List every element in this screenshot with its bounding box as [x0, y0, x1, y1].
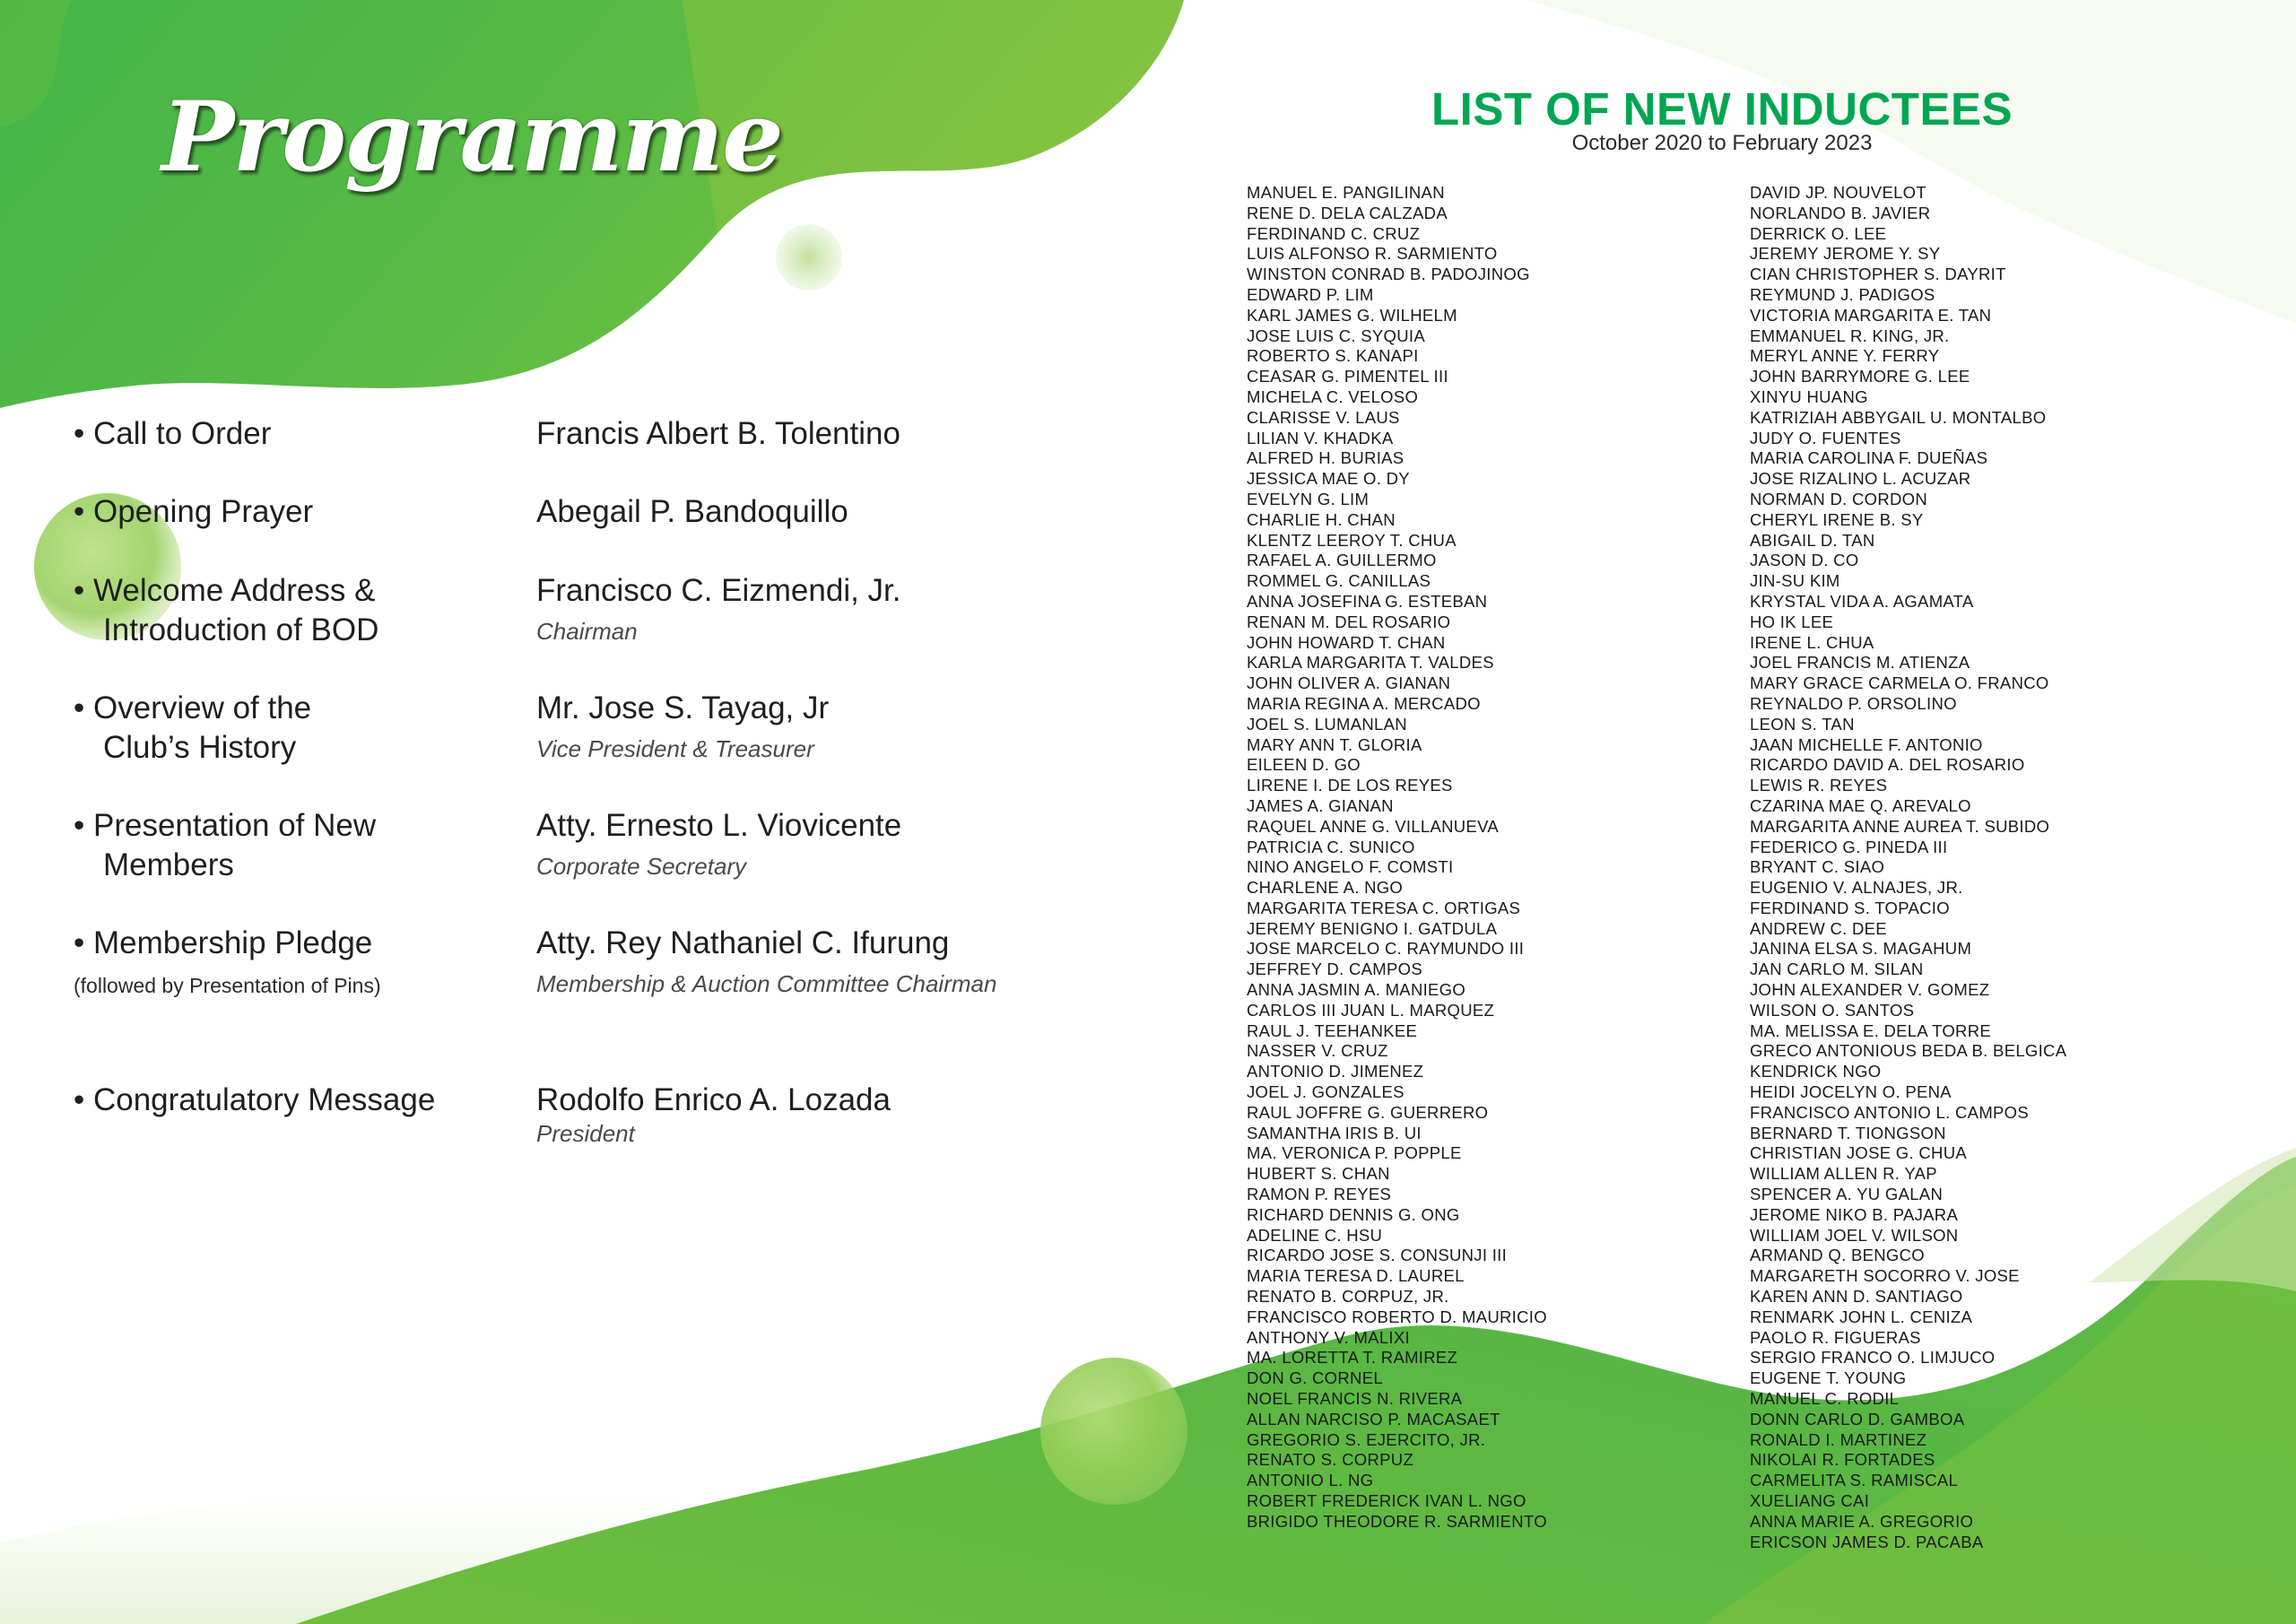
inductee-name: SAMANTHA IRIS B. UI: [1247, 1123, 1422, 1142]
inductee-name: REYMUND J. PADIGOS: [1750, 284, 1935, 304]
inductee-name: VICTORIA MARGARITA E. TAN: [1750, 305, 1992, 325]
inductee-name: JOEL FRANCIS M. ATIENZA: [1750, 653, 1970, 673]
inductee-name: CHERYL IRENE B. SY: [1750, 509, 1924, 529]
inductee-name: ERICSON JAMES D. PACABA: [1750, 1532, 1984, 1551]
inductee-name: JESSICA MAE O. DY: [1247, 469, 1410, 489]
programme-item-label: • Presentation of New: [74, 808, 377, 843]
inductee-name: DONN CARLO D. GAMBOA: [1750, 1409, 1965, 1429]
inductee-name: NIKOLAI R. FORTADES: [1750, 1450, 1935, 1470]
inductee-name: MARIA TERESA D. LAUREL: [1247, 1266, 1465, 1286]
programme-item-label: • Welcome Address &: [74, 573, 376, 608]
inductee-name: LILIAN V. KHADKA: [1247, 428, 1394, 447]
programme-speaker: Abegail P. Bandoquillo: [536, 494, 848, 529]
inductee-name: MARY GRACE CARMELA O. FRANCO: [1750, 673, 2049, 693]
programme-item-label: • Overview of the: [74, 690, 312, 725]
inductee-name: WILLIAM JOEL V. WILSON: [1750, 1225, 1959, 1245]
inductee-name: MANUEL C. RODIL: [1750, 1389, 1900, 1409]
inductee-name: CEASAR G. PIMENTEL III: [1247, 367, 1448, 386]
inductee-name: NINO ANGELO F. COMSTI: [1247, 857, 1454, 877]
programme-item-label: • Call to Order: [74, 416, 272, 451]
inductee-name: JOEL S. LUMANLAN: [1247, 714, 1407, 734]
programme-speaker: Mr. Jose S. Tayag, Jr: [536, 690, 830, 725]
inductees-title: LIST OF NEW INDUCTEES: [1431, 83, 2013, 135]
inductee-name: JOEL J. GONZALES: [1247, 1082, 1405, 1102]
inductee-name: FEDERICO G. PINEDA III: [1750, 837, 1948, 856]
inductee-name: XUELIANG CAI: [1750, 1491, 1870, 1510]
inductee-name: ROMMEL G. CANILLAS: [1247, 571, 1431, 591]
inductee-name: FERDINAND S. TOPACIO: [1750, 898, 1950, 917]
inductee-name: KATRIZIAH ABBYGAIL U. MONTALBO: [1750, 407, 2047, 427]
programme-item: [74, 806, 522, 885]
inductee-name: MARY ANN T. GLORIA: [1247, 734, 1422, 754]
inductee-name: JEREMY BENIGNO I. GATDULA: [1247, 918, 1498, 938]
inductee-name: ALFRED H. BURIAS: [1247, 448, 1405, 468]
inductee-name: JUDY O. FUENTES: [1750, 428, 1901, 447]
inductee-name: FRANCISCO ROBERTO D. MAURICIO: [1247, 1307, 1547, 1326]
programme-item: [74, 492, 522, 532]
inductee-name: HEIDI JOCELYN O. PENA: [1750, 1082, 1952, 1102]
inductee-name: CLARISSE V. LAUS: [1247, 407, 1400, 427]
programme-item-label: • Congratulatory Message: [74, 1082, 436, 1117]
inductee-name: SERGIO FRANCO O. LIMJUCO: [1750, 1348, 1996, 1368]
inductee-name: SPENCER A. YU GALAN: [1750, 1185, 1944, 1204]
inductee-name: ANDREW C. DEE: [1750, 918, 1887, 938]
inductee-name: EUGENIO V. ALNAJES, JR.: [1750, 878, 1963, 898]
inductee-name: RENATO B. CORPUZ, JR.: [1247, 1287, 1449, 1307]
inductee-name: RONALD I. MARTINEZ: [1750, 1429, 1927, 1449]
programme-speaker: Atty. Rey Nathaniel C. Ifurung: [536, 925, 950, 960]
programme-speaker: Francis Albert B. Tolentino: [536, 416, 900, 451]
programme-speaker-role: Vice President & Treasurer: [536, 735, 814, 762]
inductee-name: PAOLO R. FIGUERAS: [1750, 1327, 1921, 1347]
inductee-name: KARLA MARGARITA T. VALDES: [1247, 653, 1494, 673]
inductee-name: JIN-SU KIM: [1750, 571, 1840, 591]
inductee-name: ANTHONY V. MALIXI: [1247, 1327, 1410, 1347]
inductee-name: JANINA ELSA S. MAGAHUM: [1750, 939, 1972, 959]
inductee-name: CARLOS III JUAN L. MARQUEZ: [1247, 1000, 1495, 1020]
inductee-name: MA. VERONICA P. POPPLE: [1247, 1143, 1462, 1163]
inductee-name: CIAN CHRISTOPHER S. DAYRIT: [1750, 265, 2006, 284]
inductee-name: LEON S. TAN: [1750, 714, 1855, 734]
inductee-name: JAMES A. GIANAN: [1247, 795, 1394, 815]
inductee-name: RENATO S. CORPUZ: [1247, 1450, 1414, 1470]
inductee-name: RICARDO DAVID A. DEL ROSARIO: [1750, 755, 2025, 775]
programme-item-note: (followed by Presentation of Pins): [74, 974, 381, 997]
inductee-name: DON G. CORNEL: [1247, 1368, 1383, 1388]
inductee-name: CZARINA MAE Q. AREVALO: [1750, 795, 1971, 815]
inductee-name: JOSE MARCELO C. RAYMUNDO III: [1247, 939, 1525, 959]
inductee-name: LIRENE I. DE LOS REYES: [1247, 776, 1453, 795]
programme-speaker-role: President: [536, 1120, 635, 1147]
inductee-name: RICHARD DENNIS G. ONG: [1247, 1204, 1460, 1224]
inductee-name: WILLIAM ALLEN R. YAP: [1750, 1164, 1937, 1184]
programme-item-label-continued: Introduction of BOD: [103, 612, 379, 647]
inductee-name: FERDINAND C. CRUZ: [1247, 223, 1421, 243]
programme-speaker-role: Chairman: [536, 618, 638, 645]
inductee-name: CHRISTIAN JOSE G. CHUA: [1750, 1143, 1967, 1163]
programme-item: [74, 924, 522, 963]
inductees-subtitle: October 2020 to February 2023: [1571, 131, 1873, 155]
programme-item-label: • Opening Prayer: [74, 494, 314, 529]
inductee-name: NOEL FRANCIS N. RIVERA: [1247, 1389, 1463, 1409]
inductee-name: GREGORIO S. EJERCITO, JR.: [1247, 1429, 1486, 1449]
inductees-list-right: [1750, 183, 2066, 1552]
inductee-name: JOHN ALEXANDER V. GOMEZ: [1750, 980, 1990, 1000]
inductee-name: NORMAN D. CORDON: [1750, 489, 1928, 508]
inductee-name: JOSE LUIS C. SYQUIA: [1247, 326, 1425, 345]
inductee-name: RAMON P. REYES: [1247, 1185, 1392, 1204]
inductee-name: MERYL ANNE Y. FERRY: [1750, 346, 1940, 366]
programme-item: [74, 414, 522, 454]
programme-item: [74, 689, 522, 768]
inductee-name: XINYU HUANG: [1750, 386, 1868, 406]
inductee-name: ANNA MARIE A. GREGORIO: [1750, 1511, 1974, 1531]
programme-item-label-continued: Members: [103, 847, 234, 882]
inductee-name: JOHN OLIVER A. GIANAN: [1247, 673, 1451, 693]
inductee-name: ANTONIO D. JIMENEZ: [1247, 1062, 1424, 1081]
inductee-name: HO IK LEE: [1750, 612, 1834, 631]
inductee-name: KENDRICK NGO: [1750, 1062, 1882, 1081]
inductee-name: CHARLIE H. CHAN: [1247, 509, 1396, 529]
inductee-name: LEWIS R. REYES: [1750, 776, 1888, 795]
inductee-name: CHARLENE A. NGO: [1247, 878, 1404, 898]
inductee-name: BERNARD T. TIONGSON: [1750, 1123, 1946, 1142]
inductee-name: FRANCISCO ANTONIO L. CAMPOS: [1750, 1102, 2030, 1122]
programme-speaker: Atty. Ernesto L. Viovicente: [536, 808, 902, 843]
inductees-list-left: [1247, 183, 1547, 1533]
programme-item-label: • Membership Pledge: [74, 925, 373, 960]
inductee-name: KLENTZ LEEROY T. CHUA: [1247, 530, 1457, 550]
inductee-name: MARGARITA TERESA C. ORTIGAS: [1247, 898, 1521, 917]
inductee-name: WINSTON CONRAD B. PADOJINOG: [1247, 265, 1530, 284]
inductee-name: BRIGIDO THEODORE R. SARMIENTO: [1247, 1511, 1547, 1531]
inductee-name: IRENE L. CHUA: [1750, 632, 1874, 652]
inductee-name: JOSE RIZALINO L. ACUZAR: [1750, 469, 1971, 489]
inductee-name: MARIA CAROLINA F. DUEÑAS: [1750, 448, 1988, 468]
inductee-name: ROBERT FREDERICK IVAN L. NGO: [1247, 1491, 1526, 1510]
inductee-name: REYNALDO P. ORSOLINO: [1750, 693, 1957, 713]
inductee-name: JOHN HOWARD T. CHAN: [1247, 632, 1446, 652]
inductee-name: ADELINE C. HSU: [1247, 1225, 1383, 1245]
inductee-name: NORLANDO B. JAVIER: [1750, 203, 1931, 222]
programme-item: [74, 571, 522, 650]
programme-item-label-continued: Club’s History: [103, 730, 297, 765]
inductee-name: DERRICK O. LEE: [1750, 223, 1887, 243]
inductee-name: MARIA REGINA A. MERCADO: [1247, 693, 1481, 713]
inductee-name: JEFFREY D. CAMPOS: [1247, 960, 1422, 979]
inductee-name: MICHELA C. VELOSO: [1247, 386, 1419, 406]
inductee-name: RAUL JOFFRE G. GUERRERO: [1247, 1102, 1489, 1122]
inductee-name: ALLAN NARCISO P. MACASAET: [1247, 1409, 1500, 1429]
inductee-name: ARMAND Q. BENGCO: [1750, 1246, 1925, 1265]
inductee-name: MARGARETH SOCORRO V. JOSE: [1750, 1266, 2020, 1286]
inductee-name: EVELYN G. LIM: [1247, 489, 1370, 508]
inductee-name: RENMARK JOHN L. CENIZA: [1750, 1307, 1973, 1326]
inductee-name: RICARDO JOSE S. CONSUNJI III: [1247, 1246, 1508, 1265]
inductee-name: ROBERTO S. KANAPI: [1247, 346, 1419, 366]
inductee-name: RAUL J. TEEHANKEE: [1247, 1020, 1418, 1040]
inductee-name: RENAN M. DEL ROSARIO: [1247, 612, 1451, 631]
inductee-name: WILSON O. SANTOS: [1750, 1000, 1915, 1020]
inductee-name: KARL JAMES G. WILHELM: [1247, 305, 1457, 325]
inductee-name: EDWARD P. LIM: [1247, 284, 1374, 304]
inductee-name: KAREN ANN D. SANTIAGO: [1750, 1287, 1963, 1307]
inductee-name: CARMELITA S. RAMISCAL: [1750, 1471, 1959, 1490]
inductee-name: EILEEN D. GO: [1247, 755, 1361, 775]
programme-speaker: Francisco C. Eizmendi, Jr.: [536, 573, 901, 608]
programme-speaker-role: Membership & Auction Committee Chairman: [536, 970, 997, 997]
inductee-name: MANUEL E. PANGILINAN: [1247, 183, 1445, 202]
inductee-name: ABIGAIL D. TAN: [1750, 530, 1875, 550]
programme-speaker-role: Corporate Secretary: [536, 853, 747, 880]
inductee-name: HUBERT S. CHAN: [1247, 1164, 1390, 1184]
inductee-name: JAN CARLO M. SILAN: [1750, 960, 1924, 979]
inductee-name: JAAN MICHELLE F. ANTONIO: [1750, 734, 1983, 754]
inductee-name: NASSER V. CRUZ: [1247, 1041, 1388, 1061]
inductee-name: GRECO ANTONIOUS BEDA B. BELGICA: [1750, 1041, 2067, 1061]
inductee-name: BRYANT C. SIAO: [1750, 857, 1885, 877]
inductee-name: JASON D. CO: [1750, 551, 1859, 570]
inductee-name: KRYSTAL VIDA A. AGAMATA: [1750, 591, 1974, 611]
inductee-name: ANNA JOSEFINA G. ESTEBAN: [1247, 591, 1488, 611]
inductee-name: LUIS ALFONSO R. SARMIENTO: [1247, 244, 1498, 264]
inductee-name: JEREMY JEROME Y. SY: [1750, 244, 1941, 264]
inductee-name: RAQUEL ANNE G. VILLANUEVA: [1247, 816, 1499, 836]
inductee-name: EMMANUEL R. KING, JR.: [1750, 326, 1950, 345]
inductee-name: JOHN BARRYMORE G. LEE: [1750, 367, 1970, 386]
inductee-name: PATRICIA C. SUNICO: [1247, 837, 1415, 856]
inductee-name: RENE D. DELA CALZADA: [1247, 203, 1448, 222]
inductee-name: MA. MELISSA E. DELA TORRE: [1750, 1020, 1991, 1040]
inductee-name: DAVID JP. NOUVELOT: [1750, 183, 1926, 202]
programme-speaker: Rodolfo Enrico A. Lozada: [536, 1082, 891, 1117]
inductee-name: ANNA JASMIN A. MANIEGO: [1247, 980, 1466, 1000]
programme-title: Programme: [161, 81, 782, 194]
programme-item: [74, 1081, 522, 1120]
inductee-name: MARGARITA ANNE AUREA T. SUBIDO: [1750, 816, 2050, 836]
inductee-name: ANTONIO L. NG: [1247, 1471, 1374, 1490]
inductee-name: MA. LORETTA T. RAMIREZ: [1247, 1348, 1458, 1368]
inductee-name: JEROME NIKO B. PAJARA: [1750, 1204, 1959, 1224]
inductee-name: RAFAEL A. GUILLERMO: [1247, 551, 1437, 570]
inductee-name: EUGENE T. YOUNG: [1750, 1368, 1907, 1388]
